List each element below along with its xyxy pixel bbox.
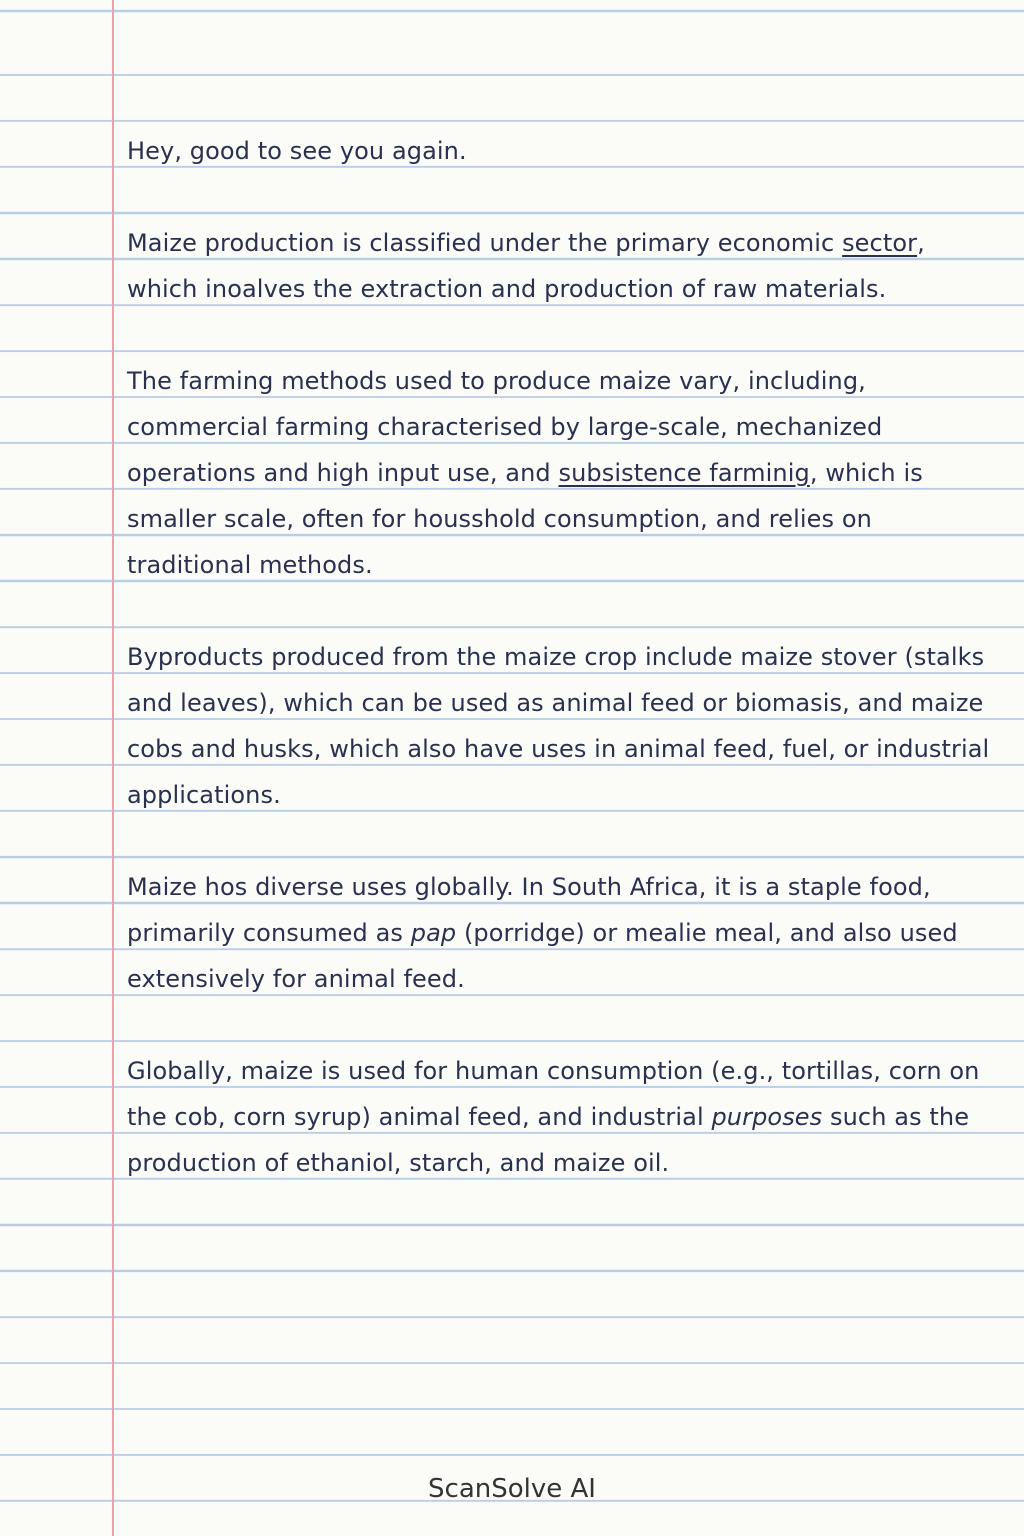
- paragraph-global-uses: [127, 1048, 997, 1186]
- paragraph-farming-methods: [127, 358, 997, 588]
- greeting: Hey, good to see you again.: [127, 137, 467, 165]
- underlined-term: sector: [842, 229, 918, 257]
- paragraph-byproducts: Byproducts produced from the maize crop include maize stover (stalks and leaves), which can be used as animal feed or biomasis, and maize cobs and husks, which also have uses in animal feed, fuel, or industrial applications.: [127, 643, 990, 809]
- paragraph-text: , which inoalves the extraction and production of raw materials.: [127, 229, 925, 303]
- paragraph-text: Maize hos diverse uses globally. In South Africa, it is a staple food, primarily consumed as: [127, 873, 931, 947]
- paragraph-text: The farming methods used to produce maize vary, including, commercial farming characterised by large-scale, mechanized operations and high input use, and: [127, 367, 883, 487]
- paragraph-text: such as the production of ethaniol, starch, and maize oil.: [127, 1103, 970, 1177]
- italic-term: pap: [410, 919, 457, 947]
- paragraph-text: Globally, maize is used for human consumption (e.g., tortillas, corn on the cob, corn syrup) animal feed, and industrial: [127, 1057, 980, 1131]
- paragraph-text: , which is smaller scale, often for housshold consumption, and relies on traditional methods.: [127, 459, 923, 579]
- underlined-term: subsistence farminig: [558, 459, 810, 487]
- footer-signature: ScanSolve AI: [428, 1474, 596, 1504]
- paragraph-text: Maize production is classified under the primary economic: [127, 229, 843, 257]
- handwritten-note: [127, 128, 997, 1232]
- paragraph-diverse-uses: [127, 864, 997, 1002]
- paragraph-text: (porridge) or mealie meal, and also used extensively for animal feed.: [127, 919, 958, 993]
- italic-term: purposes: [711, 1103, 823, 1131]
- margin-line: [112, 0, 114, 1536]
- paragraph-economic-sector: [127, 220, 997, 312]
